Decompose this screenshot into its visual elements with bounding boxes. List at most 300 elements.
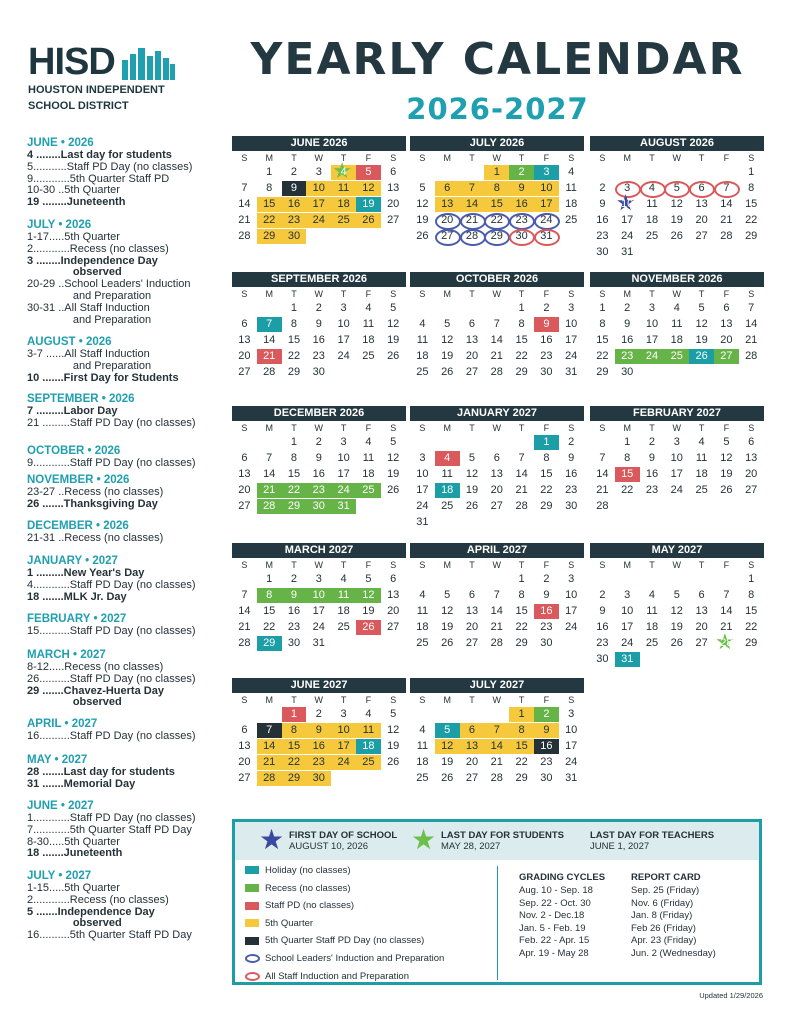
weekday-label: T	[469, 695, 475, 705]
weekday-label: F	[365, 153, 372, 163]
weekday-label: S	[419, 153, 426, 163]
day-cell: 16	[282, 197, 307, 212]
day-cell: 12	[441, 334, 454, 346]
day-cell: 26	[441, 366, 454, 378]
day-cell: 17	[670, 468, 683, 480]
day-cell: 18	[435, 483, 460, 498]
day-cell: 29	[745, 230, 758, 242]
weekday-label: T	[518, 560, 525, 570]
weekday-label: F	[365, 560, 372, 570]
weekday-label: W	[672, 289, 682, 299]
day-cell: 29	[745, 637, 758, 649]
day-cell: 3	[315, 166, 322, 178]
day-cell: 8	[509, 723, 534, 738]
day-cell: 19	[387, 740, 400, 752]
day-cell: 10	[306, 181, 331, 196]
day-cell: 1	[534, 435, 559, 450]
weekday-row	[590, 151, 764, 165]
day-cell: 11	[416, 605, 429, 617]
day-cell: 9	[568, 452, 575, 464]
month-header: AUGUST 2026	[590, 136, 764, 151]
day-cell: 30	[306, 499, 331, 514]
day-cell: 22	[515, 350, 528, 362]
day-cell: 20	[238, 756, 251, 768]
weekday-label: W	[492, 289, 502, 299]
day-cell: 9	[315, 318, 322, 330]
day-cell: 29	[540, 500, 553, 512]
day-cell: 4	[340, 573, 347, 585]
day-cell: 25	[416, 366, 429, 378]
day-cell: 18	[337, 605, 350, 617]
day-cell: 13	[435, 197, 460, 212]
day-cell: 28	[257, 499, 282, 514]
day-cell: 7	[266, 452, 273, 464]
weekday-row	[410, 151, 584, 165]
day-cell: 1	[266, 166, 273, 178]
day-cell: 16	[534, 739, 559, 754]
day-cell: 12	[387, 318, 400, 330]
day-cell: 26	[356, 213, 381, 228]
day-cell: 9	[282, 181, 307, 196]
report-card-item: Feb 26 (Friday)	[631, 922, 696, 934]
day-cell: 27	[695, 230, 708, 242]
day-cell: 13	[387, 589, 400, 601]
day-cell: 7	[493, 318, 500, 330]
day-cell: 17	[565, 605, 578, 617]
weekday-label: S	[748, 153, 755, 163]
day-cell: 10	[565, 724, 578, 736]
weekday-label: T	[340, 423, 347, 433]
day-cell: 19	[362, 605, 375, 617]
weekday-label: F	[723, 153, 730, 163]
week-row	[232, 349, 406, 365]
month-calendar	[590, 543, 764, 668]
weekday-label: S	[748, 423, 755, 433]
day-cell: 11	[565, 182, 577, 194]
weekday-label: M	[443, 289, 451, 299]
day-cell: 28	[596, 500, 609, 512]
sidebar-event: observed	[27, 917, 122, 930]
day-cell: 27	[465, 772, 479, 784]
sidebar-event: 10-30 ..5th Quarter	[27, 184, 120, 197]
day-cell: 27	[465, 366, 479, 378]
day-cell: 18	[362, 468, 375, 480]
sidebar-event: 7............5th Quarter Staff PD Day	[27, 823, 192, 836]
day-cell: 6	[748, 436, 755, 448]
day-cell: 22	[287, 350, 301, 362]
day-cell: ★ 10	[615, 197, 640, 212]
sidebar-event: 18 .......MLK Jr. Day	[27, 590, 127, 603]
week-row	[590, 165, 764, 181]
day-cell: ★ 4	[331, 165, 356, 180]
day-cell: 5	[673, 589, 680, 601]
day-cell: 3	[648, 302, 656, 314]
day-cell: 21	[745, 334, 758, 346]
key-date-title: LAST DAY FOR TEACHERS	[590, 830, 715, 841]
day-cell: 2	[509, 165, 534, 180]
day-cell: 8	[518, 589, 525, 601]
legend-label: Staff PD (no classes)	[265, 900, 355, 912]
day-cell: 10	[534, 181, 559, 196]
day-cell: 19	[416, 214, 429, 226]
weekday-label: W	[492, 695, 502, 705]
day-cell: 1	[748, 573, 755, 585]
day-cell: 29	[282, 499, 307, 514]
day-cell: 12	[695, 318, 708, 330]
day-cell: 2	[599, 182, 606, 194]
day-cell: 20	[720, 334, 733, 346]
day-cell: 29	[515, 637, 528, 649]
sidebar-event: 19 ........Juneteenth	[27, 196, 126, 209]
day-cell: 4	[568, 166, 575, 178]
weekday-label: W	[314, 289, 324, 299]
day-cell: 29	[515, 772, 528, 784]
week-row	[410, 181, 584, 197]
weekday-label: F	[543, 153, 550, 163]
sidebar-month-heading: MAY • 2027	[27, 754, 88, 766]
day-cell: 31	[331, 499, 356, 514]
day-cell: 12	[387, 452, 400, 464]
day-cell: 3	[340, 302, 347, 314]
day-cell: 20	[435, 213, 460, 228]
day-cell: 6	[689, 181, 714, 196]
day-cell: 14	[515, 468, 528, 480]
sidebar-event: 7 .........Labor Day	[27, 405, 118, 417]
day-cell: 24	[621, 637, 634, 649]
sidebar-event: 2............Recess (no classes)	[27, 242, 169, 255]
day-cell: 31	[565, 772, 578, 784]
day-cell: 24	[565, 756, 578, 768]
day-cell: 27	[435, 229, 460, 244]
day-cell: 16	[509, 197, 534, 212]
week-row	[232, 467, 406, 483]
day-cell: 18	[356, 739, 381, 754]
sidebar-event: 8-30.....5th Quarter	[27, 835, 120, 848]
day-cell: 7	[493, 589, 500, 601]
day-cell: 31	[615, 652, 640, 667]
sidebar-event: 9............5th Quarter Staff PD	[27, 172, 170, 185]
week-row	[232, 604, 406, 620]
day-cell: 8	[518, 318, 525, 330]
weekday-row	[410, 693, 584, 707]
day-cell: 2	[543, 302, 550, 314]
day-cell: 5	[390, 708, 397, 720]
day-cell: 14	[490, 334, 503, 346]
sidebar-event: 18 .......Juneteenth	[27, 847, 123, 860]
sidebar-event: 26..........Staff PD Day (no classes)	[27, 672, 196, 685]
sidebar-event: 4 ........Last day for students	[27, 149, 172, 161]
day-cell: 5	[365, 573, 372, 585]
day-cell: 23	[596, 637, 609, 649]
day-cell: 27	[387, 621, 400, 633]
week-row	[590, 229, 764, 245]
day-cell: 30	[596, 246, 609, 258]
week-row	[590, 620, 764, 636]
report-card-item: Jun. 2 (Wednesday)	[631, 948, 716, 959]
week-row	[590, 365, 764, 381]
skyline-icon	[120, 46, 176, 80]
sidebar-event: 2............Recess (no classes)	[27, 893, 169, 906]
day-cell: 7	[241, 589, 248, 601]
weekday-label: S	[419, 695, 426, 705]
weekday-label: T	[340, 560, 347, 570]
day-cell: 18	[645, 621, 659, 633]
day-cell: 16	[287, 605, 301, 617]
sidebar-event: 29 .......Chavez-Huerta Day	[27, 684, 164, 697]
weekday-label: F	[543, 423, 550, 433]
day-cell: 7	[599, 452, 606, 464]
week-row	[410, 572, 584, 588]
day-cell: 25	[664, 349, 689, 364]
day-cell: 23	[312, 350, 325, 362]
week-row	[232, 483, 406, 499]
day-cell: 7	[460, 181, 485, 196]
day-cell: 3	[673, 436, 680, 448]
weekday-label: W	[492, 560, 502, 570]
day-cell: 22	[596, 350, 609, 362]
legend-item	[245, 883, 351, 894]
day-cell: 29	[515, 366, 528, 378]
grading-cycle-item: Nov. 2 - Dec.18	[519, 910, 585, 922]
day-cell: 16	[565, 468, 578, 480]
divider	[497, 866, 498, 980]
month-calendar	[590, 272, 764, 381]
day-cell: 6	[723, 302, 730, 314]
week-row	[590, 213, 764, 229]
weekday-label: M	[443, 423, 451, 433]
day-cell: 17	[337, 334, 350, 346]
sidebar-event: 21 .........Staff PD Day (no classes)	[27, 416, 196, 429]
weekday-label: S	[241, 695, 248, 705]
day-cell: 13	[238, 468, 251, 480]
day-cell: 27	[465, 637, 479, 649]
sidebar-month-heading: JULY • 2026	[27, 219, 92, 231]
day-cell: 11	[671, 318, 683, 330]
week-row	[410, 604, 584, 620]
month-header: DECEMBER 2026	[232, 406, 406, 421]
day-cell: 7	[723, 589, 730, 601]
day-cell: 12	[441, 605, 454, 617]
day-cell: 23	[565, 484, 578, 496]
weekday-label: T	[291, 695, 297, 705]
key-date-value: AUGUST 10, 2026	[289, 841, 369, 852]
day-cell: 10	[565, 318, 578, 330]
week-row	[590, 197, 764, 213]
day-cell: 19	[670, 214, 683, 226]
legend-label: 5th Quarter Staff PD Day (no classes)	[265, 935, 425, 947]
weekday-label: F	[723, 560, 730, 570]
legend-item	[245, 918, 313, 929]
sidebar-month-heading: OCTOBER • 2026	[27, 445, 121, 457]
day-cell: 2	[568, 436, 575, 448]
day-cell: 5	[468, 452, 476, 464]
logo-line-2: SCHOOL DISTRICT	[28, 100, 129, 112]
day-cell: 22	[540, 484, 553, 496]
day-cell: 3	[568, 573, 575, 585]
week-row	[232, 165, 406, 181]
day-cell: 15	[745, 605, 758, 617]
day-cell: 28	[745, 350, 758, 362]
day-cell: 9	[509, 181, 534, 196]
day-cell: 17	[312, 605, 325, 617]
day-cell: 19	[695, 334, 708, 346]
weekday-label: S	[390, 153, 397, 163]
day-cell: 3	[624, 589, 631, 601]
day-cell: 22	[484, 213, 509, 228]
weekday-label: F	[723, 423, 730, 433]
grading-cycle-item: Apr. 19 - May 28	[519, 948, 589, 959]
day-cell: 8	[266, 182, 273, 194]
day-cell: 12	[416, 198, 429, 210]
legend-label: Recess (no classes)	[265, 882, 351, 894]
report-card-item: Sep. 25 (Friday)	[631, 885, 700, 896]
weekday-label: T	[518, 153, 525, 163]
day-cell: 25	[645, 230, 659, 242]
day-cell: 30	[282, 229, 307, 244]
day-cell: 16	[312, 334, 325, 346]
day-cell: 26	[356, 620, 381, 635]
week-row	[410, 435, 584, 451]
week-row	[232, 636, 406, 652]
weekday-label: S	[419, 289, 426, 299]
week-row	[590, 467, 764, 483]
day-cell: 16	[312, 468, 325, 480]
day-cell: 28	[720, 230, 733, 242]
legend-box	[232, 819, 762, 985]
day-cell: 29	[596, 366, 609, 378]
week-row	[410, 229, 584, 245]
day-cell: 1	[266, 573, 273, 585]
week-row	[590, 301, 764, 317]
sidebar-month-heading: AUGUST • 2026	[27, 336, 112, 348]
week-row	[232, 572, 406, 588]
day-cell: 26	[670, 230, 683, 242]
week-row	[410, 451, 584, 467]
day-cell: 12	[670, 605, 683, 617]
day-cell: 1	[599, 302, 606, 314]
weekday-label: F	[365, 423, 372, 433]
day-cell: 7	[257, 723, 282, 738]
day-cell: 8	[599, 318, 606, 330]
sidebar-month-heading: FEBRUARY • 2027	[27, 613, 127, 625]
day-cell: 8	[282, 723, 307, 738]
weekday-label: T	[698, 289, 705, 299]
week-row	[410, 467, 584, 483]
day-cell: 2	[648, 436, 656, 448]
month-header: JULY 2026	[410, 136, 584, 151]
day-cell: 24	[331, 755, 356, 770]
week-row	[232, 229, 406, 245]
weekday-label: T	[469, 289, 475, 299]
day-cell: 14	[460, 197, 485, 212]
day-cell: 18	[416, 621, 429, 633]
day-cell: 12	[435, 739, 460, 754]
day-cell: 15	[515, 605, 528, 617]
day-cell: 19	[387, 334, 400, 346]
day-cell: 9	[306, 723, 331, 738]
day-cell: 27	[387, 214, 400, 226]
weekday-label: S	[599, 423, 606, 433]
day-cell: 23	[540, 621, 553, 633]
day-cell: 25	[416, 637, 429, 649]
weekday-label: T	[291, 153, 297, 163]
day-cell: 4	[435, 451, 460, 466]
weekday-label: T	[291, 289, 297, 299]
day-cell: 28	[257, 771, 282, 786]
weekday-label: S	[568, 695, 575, 705]
day-cell: 22	[745, 214, 758, 226]
day-cell: 5	[390, 436, 397, 448]
day-cell: 25	[337, 621, 350, 633]
day-cell: 21	[720, 214, 733, 226]
day-cell: 25	[356, 483, 381, 498]
day-cell: 21	[720, 621, 733, 633]
weekday-label: S	[390, 289, 397, 299]
weekday-label: S	[568, 289, 575, 299]
week-row	[410, 499, 584, 515]
week-row	[410, 723, 584, 739]
week-row	[232, 435, 406, 451]
day-cell: 25	[645, 637, 659, 649]
legend-ring-swatch	[245, 972, 260, 981]
sidebar-event: 8-12.....Recess (no classes)	[27, 661, 164, 673]
month-calendar	[232, 272, 406, 381]
day-cell: 19	[441, 756, 454, 768]
day-cell: 4	[698, 436, 705, 448]
month-header: JUNE 2027	[232, 678, 406, 693]
month-calendar	[590, 406, 764, 515]
day-cell: 25	[565, 214, 578, 226]
day-cell: 28	[490, 772, 503, 784]
day-cell: 20	[695, 214, 708, 226]
day-cell: 19	[441, 350, 454, 362]
day-cell: 11	[441, 468, 453, 480]
day-cell: 21	[490, 756, 503, 768]
sidebar-event: 16..........5th Quarter Staff PD Day	[27, 929, 192, 942]
key-date-last-day-teachers	[590, 830, 714, 852]
day-cell: 2	[599, 589, 606, 601]
day-cell: 3	[340, 436, 347, 448]
grading-cycle-item: Sep. 22 - Oct. 30	[519, 897, 591, 909]
legend-color-swatch	[245, 919, 259, 927]
day-cell: 7	[748, 302, 755, 314]
day-cell: 26	[387, 756, 400, 768]
weekday-label: S	[390, 695, 397, 705]
week-row	[232, 451, 406, 467]
day-cell: 31	[565, 366, 578, 378]
legend-ring-swatch	[245, 954, 260, 963]
day-cell: 21	[257, 483, 282, 498]
weekday-row	[232, 421, 406, 435]
week-row	[410, 755, 584, 771]
week-row	[232, 333, 406, 349]
month-calendar	[410, 678, 584, 787]
day-cell: 9	[282, 588, 307, 603]
day-cell: 5	[723, 436, 730, 448]
sidebar-month-heading: NOVEMBER • 2026	[27, 474, 130, 486]
day-cell: 10	[337, 452, 350, 464]
week-row	[410, 620, 584, 636]
weekday-label: S	[419, 560, 426, 570]
sidebar-event: and Preparation	[27, 290, 152, 302]
page-subtitle: 2026-2027	[406, 92, 589, 126]
day-cell: 31	[621, 246, 634, 258]
day-cell: 29	[484, 229, 509, 244]
day-cell: 28	[490, 366, 503, 378]
day-cell: 23	[645, 484, 659, 496]
sidebar-event: observed	[27, 696, 122, 709]
hisd-logo	[28, 41, 188, 116]
